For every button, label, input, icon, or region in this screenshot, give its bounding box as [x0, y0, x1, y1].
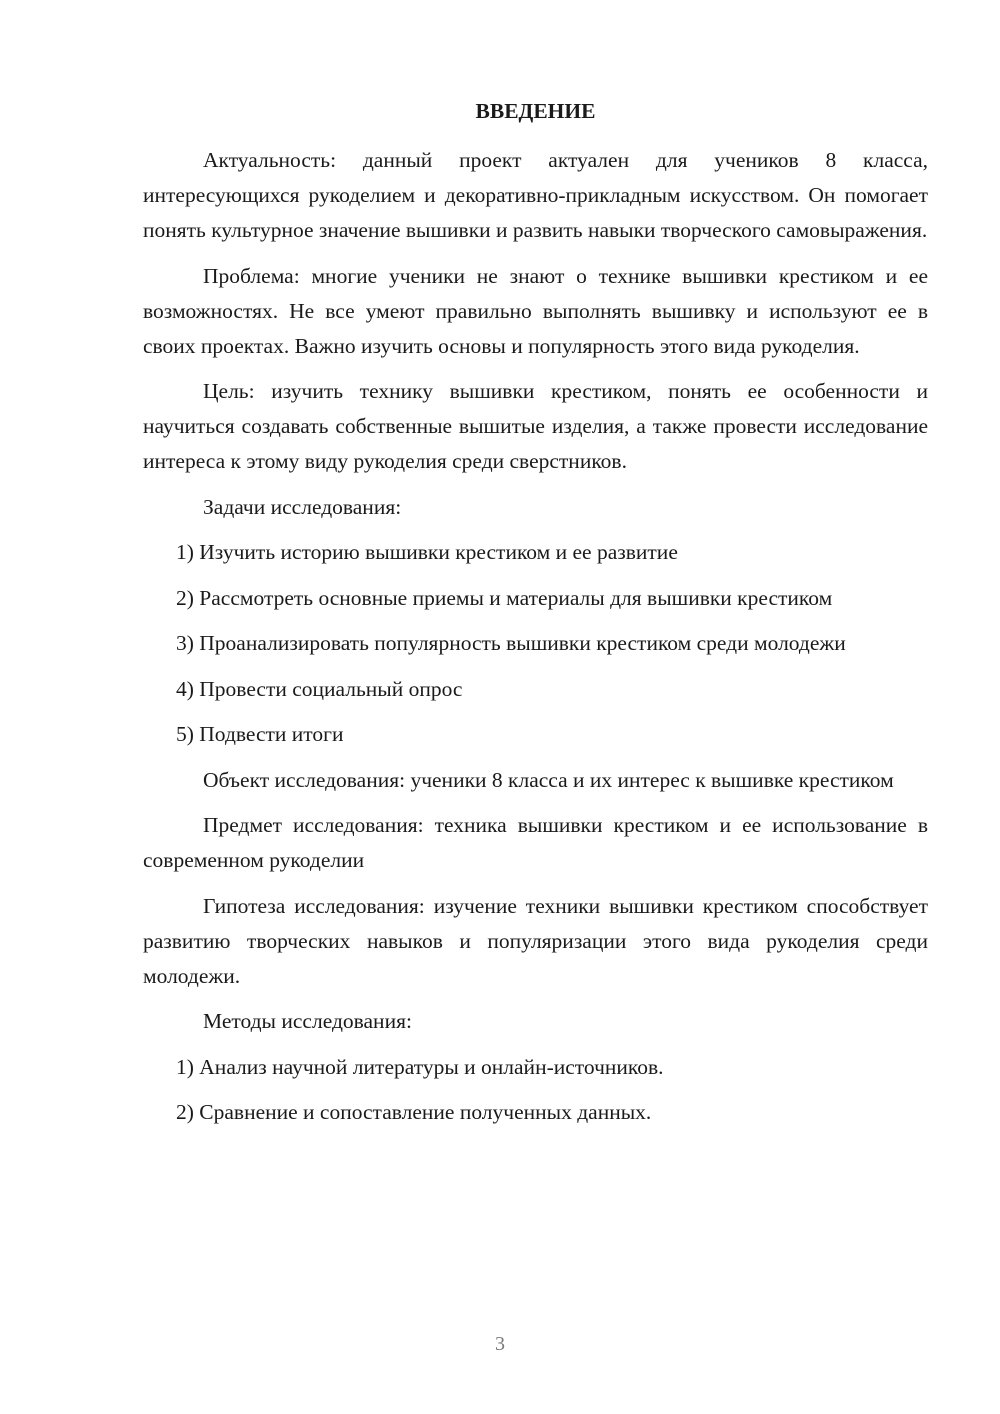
task-item-4: 4) Провести социальный опрос	[176, 676, 463, 701]
tasks-heading: Задачи исследования:	[203, 494, 402, 519]
task-item-1: 1) Изучить историю вышивки крестиком и ее развитие	[176, 540, 678, 564]
method-item-1: 1) Анализ научной литературы и онлайн-источников.	[176, 1054, 664, 1079]
page-title: ВВЕДЕНИЕ	[475, 99, 596, 123]
task-item-3: 3) Проанализировать популярность вышивки крестиком среди молодежи	[176, 631, 846, 655]
task-item-5: 5) Подвести итоги	[176, 722, 344, 746]
paragraph-goal: Цель: изучить технику вышивки крестиком, понять ее особенности и научиться создавать собственные вышитые изделия, а также провести исследование интереса к этому виду рукоделия среди сверстников.	[143, 379, 928, 473]
document-page	[143, 96, 928, 1141]
paragraph-subject: Предмет исследования: техника вышивки крестиком и ее использование в современном рукоделии	[143, 813, 928, 872]
paragraph-problem: Проблема: многие ученики не знают о технике вышивки крестиком и ее возможностях. Не все умеют правильно выполнять вышивку и используют ее в своих проектах. Важно изучить основы и популярность этого вида рукоделия.	[143, 263, 928, 358]
paragraph-hypothesis: Гипотеза исследования: изучение техники вышивки крестиком способствует развитию творческих навыков и популяризации этого вида рукоделия среди молодежи.	[143, 893, 928, 988]
page-number: 3	[495, 1333, 505, 1355]
method-item-2: 2) Сравнение и сопоставление полученных данных.	[176, 1100, 652, 1124]
paragraph-relevance: Актуальность: данный проект актуален для учеников 8 класса, интересующихся рукоделием и декоративно-прикладным искусством. Он помогает понять культурное значение вышивки и развить навыки творческого самовыражения.	[143, 148, 928, 242]
paragraph-object: Объект исследования: ученики 8 класса и их интерес к вышивке крестиком	[203, 767, 894, 792]
methods-heading: Методы исследования:	[203, 1009, 412, 1033]
task-item-2: 2) Рассмотреть основные приемы и материалы для вышивки крестиком	[176, 585, 833, 610]
